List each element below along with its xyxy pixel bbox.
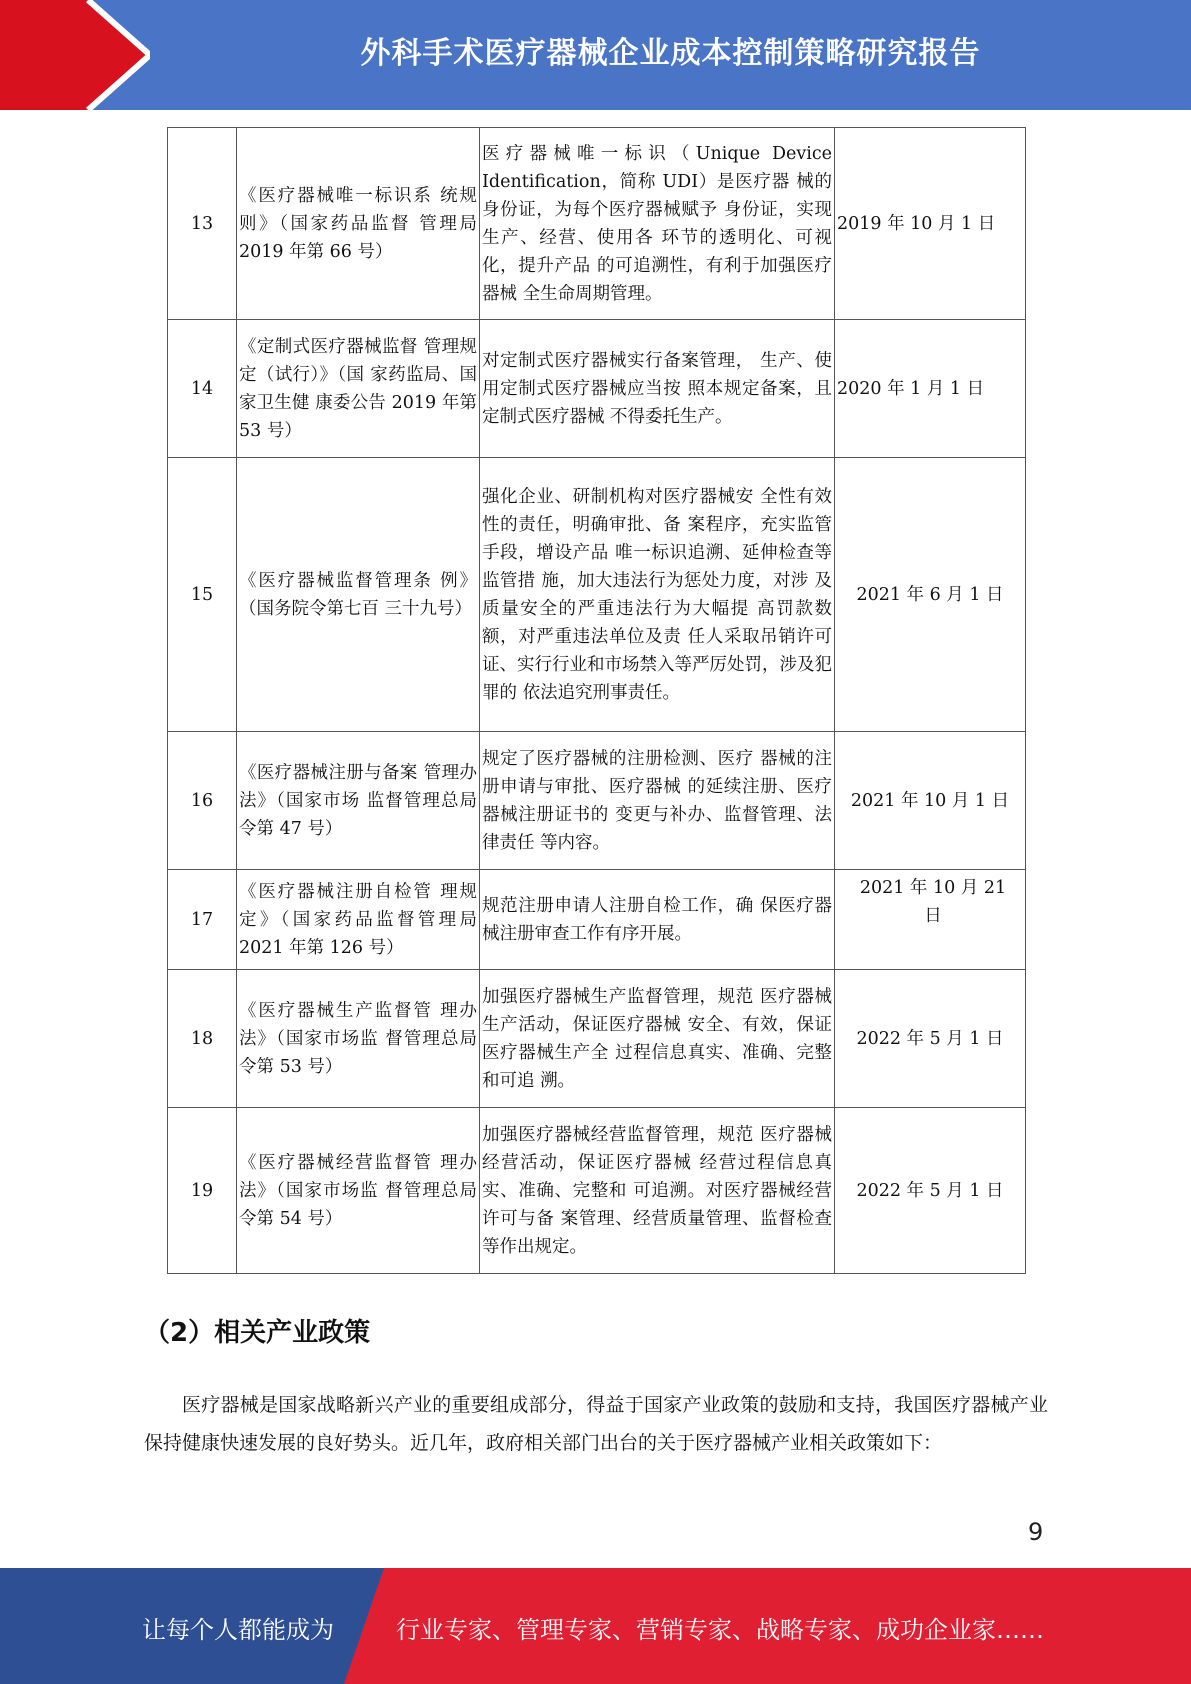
regulation-description: 加强医疗器械生产监督管理，规范 医疗器械生产活动，保证医疗器械 安全、有效，保证医疗器械生产全 过程信息真实、准确、完整和可追 溯。 [480, 970, 835, 1108]
table-row [168, 970, 1026, 1108]
table-row [168, 458, 1026, 732]
row-number: 14 [168, 320, 237, 458]
document-title: 外科手术医疗器械企业成本控制策略研究报告 [360, 36, 981, 71]
table-row [168, 128, 1026, 320]
regulation-description: 对定制式医疗器械实行备案管理， 生产、使用定制式医疗器械应当按 照本规定备案，且定制式医疗器械 不得委托生产。 [480, 320, 835, 458]
regulation-name: 《定制式医疗器械监督 管理规定（试行）》（国 家药监局、国家卫生健 康委公告 2019 年第 53 号） [237, 320, 480, 458]
row-number: 16 [168, 732, 237, 870]
effective-date: 2021 年 6 月 1 日 [835, 458, 1026, 732]
row-number: 19 [168, 1108, 237, 1274]
effective-date: 2022 年 5 月 1 日 [835, 1108, 1026, 1274]
table-row [168, 870, 1026, 970]
footer-slogan-left: 让每个人都能成为 [142, 1616, 334, 1644]
row-number: 15 [168, 458, 237, 732]
table-row [168, 732, 1026, 870]
regulation-description: 加强医疗器械经营监督管理，规范 医疗器械经营活动，保证医疗器械 经营过程信息真实、准确、完整和 可追溯。对医疗器械经营许可与备 案管理、经营质量管理、监督检查 等作出规定。 [480, 1108, 835, 1274]
regulation-name: 《医疗器械监督管理条 例》（国务院令第七百 三十九号） [237, 458, 480, 732]
page-number: 9 [1028, 1518, 1044, 1546]
regulation-name: 《医疗器械生产监督管 理办法》（国家市场监 督管理总局令第 53 号） [237, 970, 480, 1108]
effective-date: 2021 年 10 月 1 日 [835, 732, 1026, 870]
effective-date: 2020 年 1 月 1 日 [835, 320, 1026, 458]
regulation-name: 《医疗器械注册自检管 理规定》（国家药品监督管理局 2021 年第 126 号） [237, 870, 480, 970]
effective-date: 2022 年 5 月 1 日 [835, 970, 1026, 1108]
effective-date: 2019 年 10 月 1 日 [835, 128, 1026, 320]
regulation-description: 强化企业、研制机构对医疗器械安 全性有效性的责任，明确审批、备 案程序，充实监管手段，增设产品 唯一标识追溯、延伸检查等监管措 施，加大违法行为惩处力度，对涉 及质量安全的严重违法行为大幅提 高罚款数额，对严重违法单位及责 任人采取吊销许可证、实行行业和市场禁入等严厉处罚，涉及犯罪的 依法追究刑事责任。 [480, 458, 835, 732]
table-row [168, 1108, 1026, 1274]
body-paragraph: 医疗器械是国家战略新兴产业的重要组成部分，得益于国家产业政策的鼓励和支持，我国医疗器械产业保持健康快速发展的良好势头。近几年，政府相关部门出台的关于医疗器械产业相关政策如下： [144, 1394, 1048, 1454]
effective-date: 2021 年 10 月 21 日 [835, 870, 1026, 970]
regulation-description: 规定了医疗器械的注册检测、医疗 器械的注册申请与审批、医疗器械 的延续注册、医疗器械注册证书的 变更与补办、监督管理、法律责任 等内容。 [480, 732, 835, 870]
regulation-description: 规范注册申请人注册自检工作，确 保医疗器械注册审查工作有序开展。 [480, 870, 835, 970]
row-number: 17 [168, 870, 237, 970]
footer-slogan-right: 行业专家、管理专家、营销专家、战略专家、成功企业家…… [396, 1616, 1044, 1644]
regulation-name: 《医疗器械经营监督管 理办法》（国家市场监 督管理总局令第 54 号） [237, 1108, 480, 1274]
row-number: 18 [168, 970, 237, 1108]
regulation-description: 医疗器械唯一标识（Unique Device Identification，简称 UDI）是医疗器 械的身份证，为每个医疗器械赋予 身份证，实现生产、经营、使用各 环节的透明化、可视化，提升产品 的可追溯性，有利于加强医疗器械 全生命周期管理。 [480, 128, 835, 320]
regulation-name: 《医疗器械注册与备案 管理办法》（国家市场 监督管理总局令第 47 号） [237, 732, 480, 870]
table-row [168, 320, 1026, 458]
row-number: 13 [168, 128, 237, 320]
regulation-name: 《医疗器械唯一标识系 统规则》（国家药品监督 管理局 2019 年第 66 号） [237, 128, 480, 320]
policy-table [167, 127, 1026, 1274]
section-heading: （2）相关产业政策 [144, 1318, 371, 1348]
header-red-chevron [0, 0, 150, 110]
page-header [0, 0, 1191, 110]
